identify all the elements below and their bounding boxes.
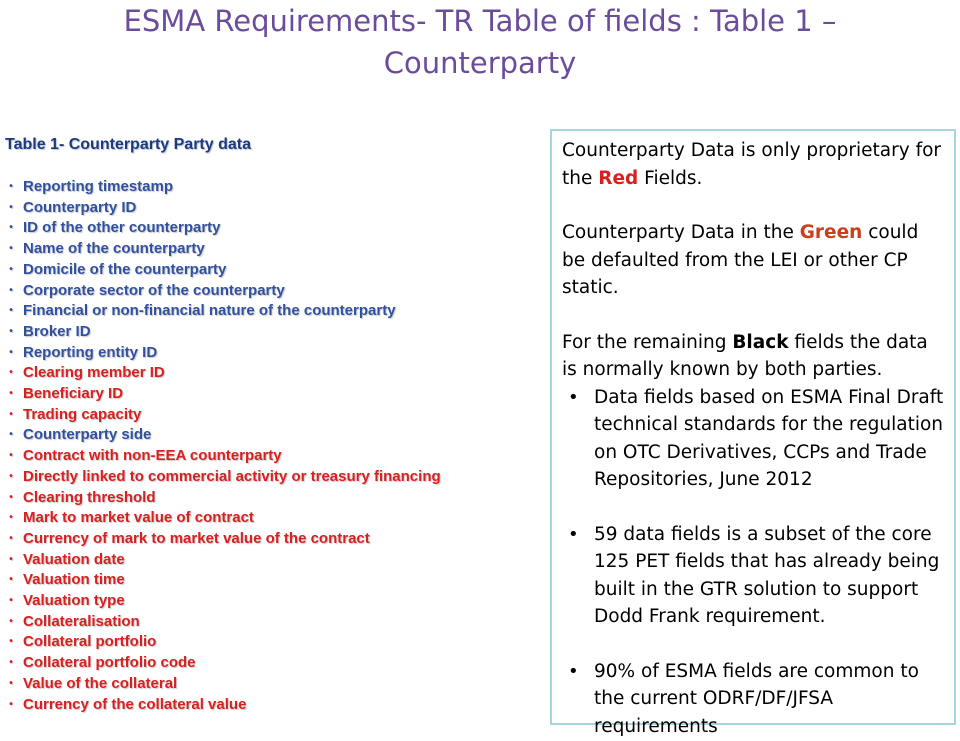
field-list-item: • Currency of mark to market value of the contract [5,529,445,550]
field-list-item: • Collateral portfolio code [5,653,445,674]
black-highlight: Black [732,331,789,353]
table-heading: Table 1- Counterparty Party data [5,136,251,153]
bullet-icon: • [9,284,13,296]
field-list-item: • Collateralisation [5,612,445,633]
note-bullet: • Data fields based on ESMA Final Draft technical standards for the regulation on OTC Derivatives, CCPs and Trade Repositories, June 2012 [562,384,944,494]
bullet-icon: • [9,201,13,213]
bullet-icon: • [9,222,13,234]
field-list-item: • Broker ID [5,322,445,343]
field-list-item: • Clearing threshold [5,488,445,509]
note-red-fields: Counterparty Data is only proprietary for the Red Fields. [562,140,942,189]
bullet-icon: • [9,408,13,420]
note-bullet: • 59 data fields is a subset of the core 125 PET fields that has already being built in the GTR solution to support Dodd Frank requirement. [562,521,944,631]
field-list-item: • Clearing member ID [5,363,445,384]
field-list-item: • Collateral portfolio [5,632,445,653]
bullet-icon: • [568,523,579,545]
field-list-item: • Reporting timestamp [5,177,445,198]
field-list-item: • Trading capacity [5,405,445,426]
field-list-item: • ID of the other counterparty [5,218,445,239]
field-list-item: • Name of the counterparty [5,239,445,260]
note-green-fields: Counterparty Data in the Green could be defaulted from the LEI or other CP static. [562,222,919,298]
bullet-icon: • [9,450,13,462]
field-list-item: • Beneficiary ID [5,384,445,405]
bullet-icon: • [9,532,13,544]
bullet-icon: • [568,386,579,408]
bullet-icon: • [9,346,13,358]
field-list-item: • Valuation type [5,591,445,612]
field-list-item: • Counterparty side [5,425,445,446]
bullet-icon: • [9,243,13,255]
bullet-icon: • [9,553,13,565]
bullet-icon: • [9,181,13,192]
bullet-icon: • [9,367,13,379]
bullet-icon: • [9,263,13,275]
field-list [5,177,445,715]
bullet-icon: • [9,325,13,337]
slide-title: ESMA Requirements- TR Table of fields : Table 1 – Counterparty [123,4,837,80]
field-list-item: • Value of the collateral [5,674,445,695]
note-black-fields: For the remaining Black fields the data is normally known by both parties. [562,331,928,380]
field-list-item: • Financial or non-financial nature of the counterparty [5,301,445,322]
bullet-icon: • [9,595,13,607]
notes-bullets [562,384,944,741]
bullet-icon: • [9,388,13,400]
bullet-icon: • [9,574,13,586]
field-list-item: • Currency of the collateral value [5,695,445,716]
bullet-icon: • [9,657,13,669]
bullet-icon: • [9,305,13,317]
field-list-item: • Mark to market value of contract [5,508,445,529]
field-list-item: • Valuation date [5,550,445,571]
bullet-icon: • [9,491,13,503]
field-list-item: • Domicile of the counterparty [5,260,445,281]
bullet-icon: • [9,677,13,689]
bullet-icon: • [9,470,13,482]
field-list-item: • Counterparty ID [5,198,445,219]
bullet-icon: • [9,698,13,710]
red-highlight: Red [598,167,639,189]
bullet-icon: • [568,660,579,682]
field-list-item: • Contract with non-EEA counterparty [5,446,445,467]
field-list-item: • Corporate sector of the counterparty [5,281,445,302]
note-bullet: • 90% of ESMA fields are common to the current ODRF/DF/JFSA requirements [562,658,944,741]
field-list-item: • Directly linked to commercial activity or treasury financing [5,467,445,488]
bullet-icon: • [9,512,13,524]
field-list-item: • Reporting entity ID [5,343,445,364]
green-highlight: Green [799,222,863,243]
bullet-icon: • [9,429,13,441]
bullet-icon: • [9,636,13,648]
bullet-icon: • [9,615,13,627]
notes-box [550,129,956,737]
field-list-item: • Valuation time [5,570,445,591]
